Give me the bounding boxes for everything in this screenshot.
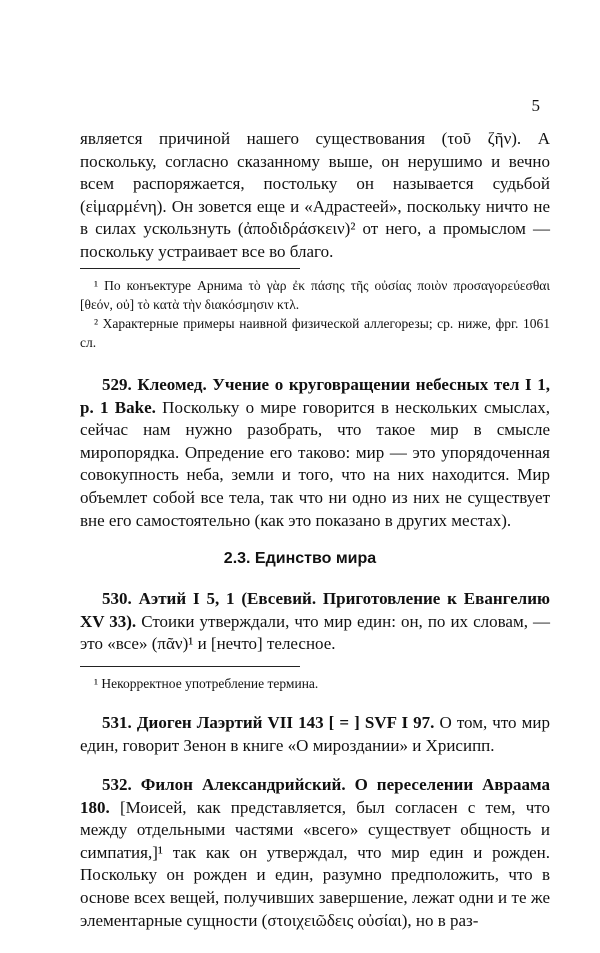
fragment-531-text: О том, что мир един, говорит Зенон в книге «О мироздании» и Хрисипп. (80, 713, 550, 755)
footnote-1b: ¹ Некорректное употребление термина. (94, 676, 319, 691)
footnote-2: ² Характерные примеры наивной физической аллегорезы; ср. ниже, фрг. 1061 сл. (80, 316, 550, 350)
fragment-529-text: Поскольку о мире говорится в нескольких смыслах, сейчас нам нужно разобрать, что такое мир в смысле миропорядка. Опредение его таково: мир — это упорядоченная совокупность неба, земли и того, что на них находится. Мир объемлет собой все тела, так что ни одно из них не существует вне его самостоятельно (как это показано в других местах). (80, 397, 550, 530)
fragment-530-heading: 530. Аэтий I 5, 1 (Евсевий. Приготовление к Евангелию XV 33). (80, 589, 550, 631)
footnote-rule-2 (80, 666, 300, 667)
section-title: 2.3. Единство мира (223, 550, 377, 567)
footnote-rule (80, 268, 300, 269)
fragment-532 (80, 774, 550, 932)
fragment-530-text: Стоики утверждали, что мир един: он, по их словам, — это «все» (πᾶν)¹ и [нечто] телесное. (80, 611, 550, 654)
fragment-530 (80, 588, 550, 656)
footnote-1: ¹ По конъектуре Арнима τὸ γὰρ ἐκ πάσης τῆς οὐσίας ποιὸν προσαγορεύεσθαι [θεόν, οὐ] τὸ κατὰ τὴν διακόσμησιν κτλ. (80, 278, 550, 312)
intro-text: является причиной нашего существования (τοῦ ζῆν). А поскольку, согласно сказанному выше, он нерушимо и вечно всем распоряжается, постольку он называется судьбой (εἱμαρμένη). Он зовется еще и «Адрастеей», поскольку ничто не в силах ускользнуть (ἀποδιδράσκειν)² от него, а промыслом — поскольку устраивает все во благо. (80, 129, 550, 261)
fragment-532-heading: 532. Филон Александрийский. О переселении Авраама 180. (80, 775, 550, 817)
footnotes-block-b (80, 674, 550, 693)
fragment-531 (80, 712, 550, 757)
intro-paragraph (80, 128, 550, 264)
footnotes-block-a (80, 276, 550, 352)
fragment-529-heading: 529. Клеомед. Учение о круговращении небесных тел I 1, p. 1 Bake. (80, 375, 550, 417)
fragment-529 (80, 374, 550, 532)
fragment-531-heading: 531. Диоген Лаэртий VII 143 [ = ] SVF I 97. (102, 713, 435, 732)
fragment-532-text: [Моисей, как представляется, был согласен с тем, что между отдельными частями «всего» существует общность и симпатия,]¹ так как он утверждал, что мир един и рожден. Поскольку он рожден и един, разумно предположить, что в основе всех вещей, получивших завершение, лежат одни и те же элементарные сущности (στοιχειῶδεις οὐσίαι), но в раз- (80, 797, 550, 930)
page-number: 5 (531, 96, 540, 115)
